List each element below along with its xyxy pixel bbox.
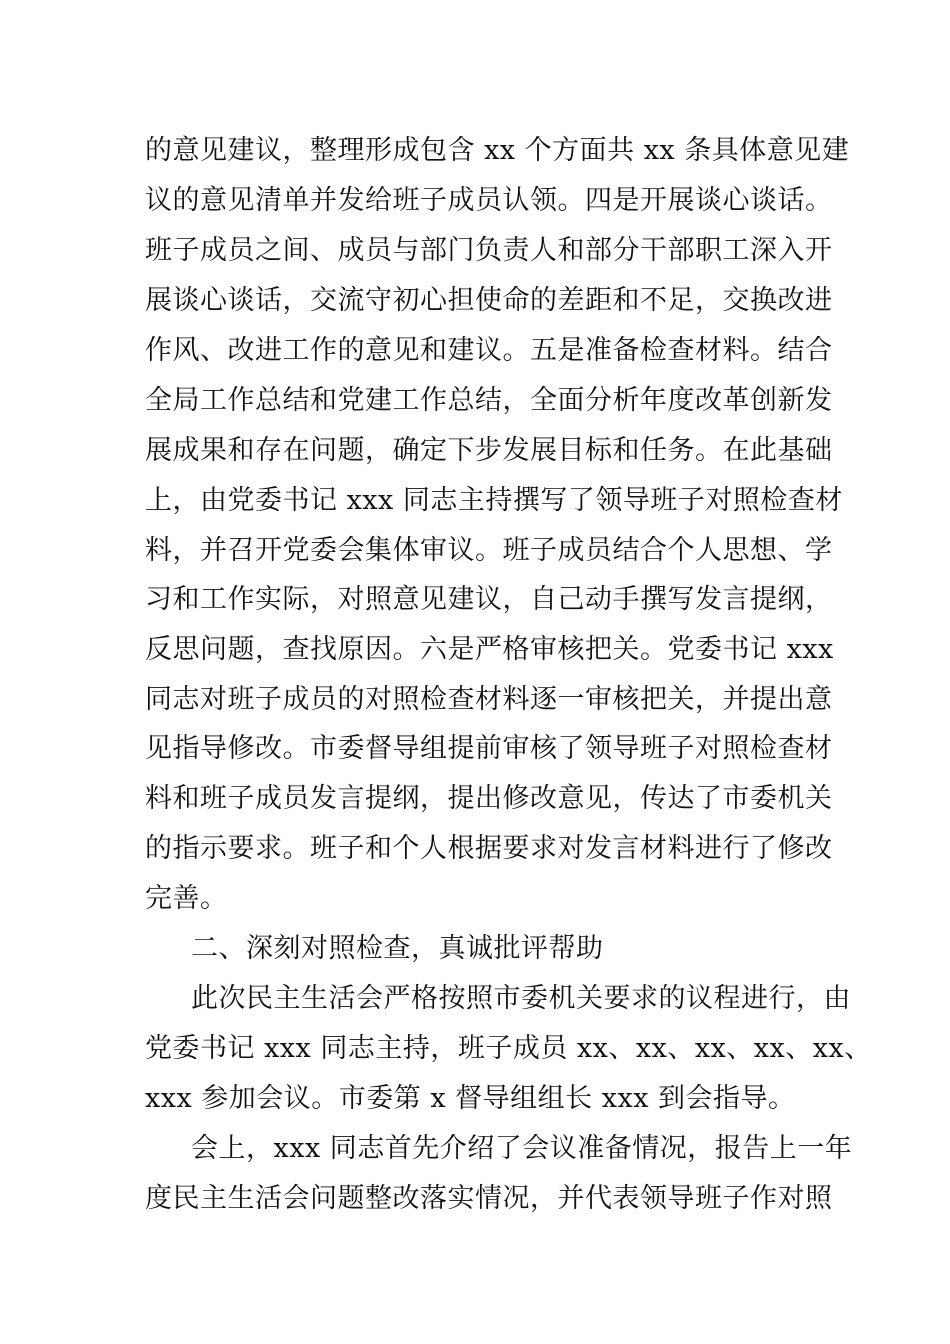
text-line: 见指导修改。市委督导组提前审核了领导班子对照检查材 bbox=[145, 733, 833, 764]
text-line: 议的意见清单并发给班子成员认领。四是开展谈心谈话。 bbox=[145, 185, 833, 216]
text-line: 的指示要求。班子和个人根据要求对发言材料进行了修改 bbox=[145, 833, 833, 864]
text-line: 作风、改进工作的意见和建议。五是准备检查材料。结合 bbox=[145, 335, 833, 366]
text-line: 料和班子成员发言提纲，提出修改意见，传达了市委机关 bbox=[145, 783, 833, 814]
text-line: 班子成员之间、成员与部门负责人和部分干部职工深入开 bbox=[145, 235, 833, 266]
text-line: 全局工作总结和党建工作总结，全面分析年度改革创新发 bbox=[145, 385, 833, 416]
text-line: 同志对班子成员的对照检查材料逐一审核把关，并提出意 bbox=[145, 684, 833, 715]
text-line: 反思问题，查找原因。六是严格审核把关。党委书记 xxx bbox=[145, 634, 834, 665]
section-heading: 二、深刻对照检查，真诚批评帮助 bbox=[191, 933, 604, 964]
text-line: 党委书记 xxx 同志主持，班子成员 xx、xx、xx、xx、xx、 bbox=[145, 1033, 872, 1064]
text-line: xxx 参加会议。市委第 x 督导组组长 xxx 到会指导。 bbox=[145, 1083, 796, 1114]
text-line: 此次民主生活会严格按照市委机关要求的议程进行，由 bbox=[191, 983, 851, 1014]
text-line: 度民主生活会问题整改落实情况，并代表领导班子作对照 bbox=[145, 1183, 833, 1214]
text-line: 上，由党委书记 xxx 同志主持撰写了领导班子对照检查材 bbox=[145, 485, 843, 516]
text-line: 展谈心谈话，交流守初心担使命的差距和不足，交换改进 bbox=[145, 285, 833, 316]
text-line: 展成果和存在问题，确定下步发展目标和任务。在此基础 bbox=[145, 435, 833, 466]
text-line: 料，并召开党委会集体审议。班子成员结合个人思想、学 bbox=[145, 535, 833, 566]
text-line: 习和工作实际，对照意见建议，自己动手撰写发言提纲， bbox=[145, 584, 833, 615]
text-line: 的意见建议，整理形成包含 xx 个方面共 xx 条具体意见建 bbox=[145, 135, 850, 166]
text-line: 会上，xxx 同志首先介绍了会议准备情况，报告上一年 bbox=[191, 1133, 853, 1164]
text-line: 完善。 bbox=[145, 883, 228, 914]
